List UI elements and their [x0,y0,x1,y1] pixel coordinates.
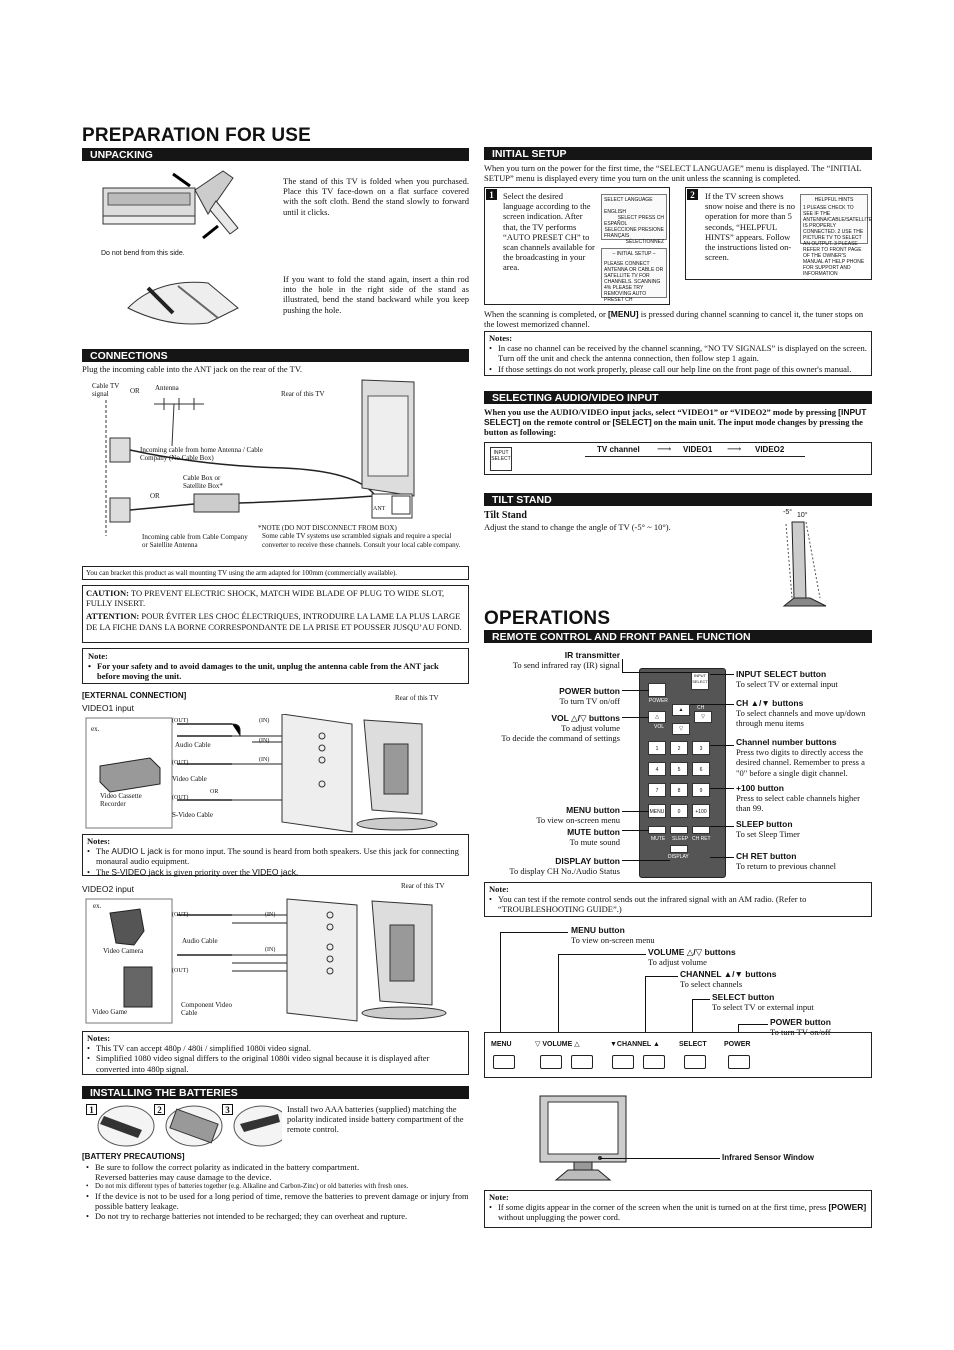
external-note-2: • The S-VIDEO jack is given priority over the VIDEO jack. [87,867,464,877]
unpacking-header: UNPACKING [82,148,469,161]
remote-ch-down-key[interactable]: ▽ [672,723,690,735]
initial-step-2-box [685,187,872,280]
safety-note-bullet: • For your safety and to avoid damages to the unit, unplug the antenna cable from the ANT jack before moving the unit. [88,661,463,681]
power-note-label: Note: [489,1192,509,1202]
cable-note-title: *NOTE (DO NOT DISCONNECT FROM BOX) [258,524,397,532]
remote-input-select-key[interactable]: INPUT SELECT [691,672,709,690]
initial-step-1-text: Select the desired language according to the screen indication. After that, the TV performs “AUTO PRESET CH” to scan channels available for the broadcasting in your area. [503,191,595,273]
fp-channel-desc: CHANNEL ▲/▼ buttons To select channels [680,969,777,990]
fp-volume-desc: VOLUME △/▽ buttons To adjust volume [648,947,736,968]
fold-stand-figure [118,268,248,338]
remote-vol-up-key[interactable]: △ [648,711,666,723]
battery-step-3: 3 [222,1104,233,1115]
remote-display-label: DISPLAY [668,854,689,860]
remote-key-5[interactable]: 5 [670,762,688,776]
unpacking-text-2: If you want to fold the stand again, insert a thin rod into the hole in the right side of the stand as illustrated, bend the stand backward while you keep pushing the hole. [283,274,469,315]
battery-install-text: Install two AAA batteries (supplied) matching the polarity indicated inside battery compartment of the remote control. [287,1104,464,1135]
sleep-button-desc: SLEEP button To set Sleep Timer [736,819,800,840]
tilt-stand-illustration [780,518,830,610]
remote-ch-up-key[interactable]: ▲ [672,704,690,716]
tilt-figure [780,518,830,610]
cable-tv-signal-label: Cable TV signal [92,382,120,399]
display-button-desc: DISPLAY button To display CH No./Audio Status [509,856,620,877]
remote-plus100-key[interactable]: +100 [692,804,710,818]
in-label-2: (IN) [259,738,270,744]
arrow-right-icon: ⟶ [657,444,672,455]
chret-button-desc: CH RET button To return to previous channel [736,851,836,872]
video-camera-label: Video Camera [103,947,144,955]
menu-button-desc: MENU button To view on-screen menu [536,805,620,826]
av-input-text: When you use the AUDIO/VIDEO input jacks, select “VIDEO1” or “VIDEO2” mode by pressing [INPUT SELECT] on the remote control or [SELECT] on the main unit. The input mode changes by pressing the button as following: [484,407,867,438]
audio-cable-label: Audio Cable [175,741,211,749]
initial-step-2-text: If the TV screen shows snow noise and there is no operation for more than 5 seconds, “HELPFUL HINTS” appears. Follow the instructions listed on-screen. [705,191,795,263]
panel-select-button[interactable] [684,1055,706,1069]
caution-label: CAUTION: [86,588,129,598]
arrow-right-icon-2: ⟶ [727,444,742,455]
vol-buttons-desc: VOL △/▽ buttons To adjust volume To decide the command of settings [501,713,620,744]
rear-tv-label-1: Rear of this TV [281,390,325,398]
tv-front-illustration [538,1094,628,1182]
fp-power-desc: POWER button To turn TV on/off [770,1017,831,1038]
mode-video2: VIDEO2 [755,445,785,454]
battery-precautions-title: [BATTERY PRECAUTIONS] [82,1152,185,1161]
battery-prec-1b: Reversed batteries may cause damage to the device. [95,1172,272,1183]
in-label-1: (IN) [259,718,270,724]
channel-number-buttons-desc: Channel number buttons Press two digits to directly access the desired channel. Remember to press a "0" before a single digit channel. [736,737,865,778]
video2-notes-box [82,1031,469,1075]
remote-vol-label: VOL [654,724,665,730]
remote-key-3[interactable]: 3 [692,741,710,755]
front-panel [484,1032,872,1078]
out-label-1: (OUT) [172,718,189,724]
camera-game-connection-illustration [82,895,469,1027]
remote-chret-label: CH RET [692,836,711,842]
connections-intro: Plug the incoming cable into the ANT jack on the rear of the TV. [82,364,303,374]
bracket-note: You can bracket this product as wall mounting TV using the arm adapted for 100mm (commercially available). [82,566,469,580]
remote-key-8[interactable]: 8 [670,783,688,797]
video1-diagram [82,714,469,834]
video2-note-2: • Simplified 1080 video signal differs to the original 1080i video signal because it is displayed after converted into 480p signal. [87,1053,464,1073]
tilt-stand-title: Tilt Stand [484,510,527,521]
battery-install-illustration [86,1102,282,1148]
tilt-neg-label: -5° [783,509,793,516]
initial-setup-intro: When you turn on the power for the first time, the “SELECT LANGUAGE” menu is displayed. The “INITIAL SETUP” menu is displayed every time you turn on the unit unless the scanning is completed. [484,163,862,184]
video2-notes-label: Notes: [87,1033,111,1043]
mode-video1: VIDEO1 [683,445,713,454]
remote-mute-label: MUTE [651,836,666,842]
remote-note-label: Note: [489,884,509,894]
initial-setup-header: INITIAL SETUP [484,147,872,160]
battery-prec-1: Be sure to follow the correct polarity as indicated in the battery compartment. [95,1162,360,1172]
remote-key-7[interactable]: 7 [648,783,666,797]
power-button-desc: POWER button To turn TV on/off [559,686,620,707]
vcr-connection-illustration [82,714,469,834]
remote-display-key[interactable] [670,845,688,853]
battery-prec-3: • If the device is not to be used for a long period of time, remove the batteries to prevent damage or injury from possible battery leakage. [86,1191,469,1211]
remote-chret-key[interactable] [692,826,710,834]
or-label-3: OR [210,789,219,795]
attention-label: ATTENTION: [86,611,140,622]
initial-note-2: • If those settings do not work properly, please call our help line on the front page of this owner's manual. [489,364,867,374]
panel-volume-down-button[interactable] [540,1055,562,1069]
panel-menu-label: MENU [491,1041,512,1048]
battery-precautions-list [86,1162,469,1221]
remote-mute-key[interactable] [648,826,666,834]
attention-text: POUR ÉVITER LES CHOC ÉLECTRIQUES, INTRODUIRE LA LAME LA PLUS LARGE DE LA FICHE DANS LA BORNE CORRESPONDANTE DE LA PRISE ET POUSSER JUSQU’AU FOND. [86,611,462,632]
power-note-box [484,1190,872,1228]
panel-channel-down-button[interactable] [612,1055,634,1069]
rear-tv-label-2: Rear of this TV [395,694,439,702]
tv-facedown-illustration [98,166,248,258]
remote-key-1[interactable]: 1 [648,741,666,755]
panel-volume-label: ▽ VOLUME △ [535,1041,580,1048]
unpacking-figure [98,166,248,258]
ch-buttons-desc: CH ▲/▼ buttons To select channels and move up/down through menu items [736,698,866,729]
unpacking-text-1: The stand of this TV is folded when you purchased. Place this TV face-down on a flat surface covered with the soft cloth. Bend the stand slowly to forward until it clicks. [283,176,469,217]
page-title: PREPARATION FOR USE [82,125,311,146]
rear-tv-label-3: Rear of this TV [401,882,445,890]
remote-key-6[interactable]: 6 [692,762,710,776]
component-cable-label: Component Video Cable [181,1001,232,1018]
video-game-label: Video Game [92,1008,128,1016]
plus100-button-desc: +100 button Press to select cable channels higher than 99. [736,783,860,814]
remote-control-header: REMOTE CONTROL AND FRONT PANEL FUNCTION [484,630,872,643]
panel-channel-up-button[interactable] [643,1055,665,1069]
remote-power-label: POWER [649,698,668,704]
or-label-2: OR [150,492,160,500]
video2-label: VIDEO2 input [82,884,134,894]
or-label-1: OR [130,387,140,395]
in-label-4: (IN) [265,912,276,918]
out-label-4: (OUT) [172,912,189,918]
battery-steps-figure [86,1102,282,1148]
safety-note-box [82,648,469,684]
ant-label: ANT [373,506,386,512]
out-label-2: (OUT) [172,760,189,766]
ir-transmitter-desc: IR transmitter To send infrared ray (IR) signal [512,650,620,671]
tilt-pos-label: 10° [797,512,808,519]
initial-note-1: • In case no channel can be received by the channel scanning, “NO TV SIGNALS” is displayed on the screen. Turn off the unit and check the antenna connection, then follow step 1 again. [489,343,867,363]
fp-select-desc: SELECT button To select TV or external input [712,992,814,1013]
input-select-button[interactable]: INPUT SELECT [490,447,512,471]
cable-note-text: Some cable TV systems use scrambled signals and require a special converter to receive these channels. Consult your local cable company. [262,532,461,549]
input-cycle-box [484,442,872,475]
remote-note-text: • You can test if the remote control sends out the infrared signal with an AM radio. (Refer to “TROUBLESHOOTING GUIDE”.) [489,894,867,914]
battery-step-1: 1 [86,1104,97,1115]
initial-step-1-box [484,187,670,305]
video2-note-1: • This TV can accept 480p / 480i / simplified 1080i video signal. [87,1043,464,1053]
operations-title: OPERATIONS [484,608,611,629]
panel-select-label: SELECT [679,1041,707,1048]
initial-setup-screen: – INITIAL SETUP – PLEASE CONNECT ANTENNA OR CABLE OR SATELLITE TV FOR CHANNELS. SCANNING 4% PLEASE TRY REMOVING AUTO PRESET CH [601,248,667,298]
power-note-text: • If some digits appear in the corner of the screen when the unit is turned on at the first time, press [POWER] without unplugging the power cord. [489,1202,867,1222]
remote-key-0[interactable]: 0 [670,804,688,818]
out-label-3: (OUT) [172,795,189,801]
antenna-label: Antenna [155,384,179,392]
cable-box-label: Cable Box or Satellite Box* [183,474,223,491]
batteries-header: INSTALLING THE BATTERIES [82,1086,469,1099]
remote-menu-key[interactable]: MENU [648,804,666,818]
incoming-cable-1-label: Incoming cable from home Antenna / Cable Company (No Cable Box) [140,446,263,463]
panel-volume-up-button[interactable] [571,1055,593,1069]
video2-diagram [82,895,469,1027]
remote-key-4[interactable]: 4 [648,762,666,776]
vcr-label: Video Cassette Recorder [100,792,142,809]
tilt-stand-text: Adjust the stand to change the angle of TV (-5° ~ 10°). [484,522,671,532]
video1-label: VIDEO1 input [82,703,134,713]
fold-stand-illustration [118,268,248,338]
unpacking-figure-label: Do not bend from this side. [101,250,185,257]
svideo-cable-label: S-Video Cable [172,811,213,819]
remote-key-2[interactable]: 2 [670,741,688,755]
initial-notes-box [484,331,872,376]
ex-label-2: ex. [93,902,102,910]
tv-front-figure [538,1094,628,1182]
panel-power-button[interactable] [728,1055,750,1069]
in-label-3: (IN) [259,757,270,763]
safety-note-label: Note: [88,651,108,661]
panel-channel-label: ▼CHANNEL ▲ [610,1041,660,1048]
external-notes-label: Notes: [87,836,111,846]
initial-step-2-number: 2 [687,189,698,200]
video-cable-label: Video Cable [172,775,207,783]
fp-menu-desc: MENU button To view on-screen menu [571,925,655,946]
mute-button-desc: MUTE button To mute sound [567,827,620,848]
connections-header: CONNECTIONS [82,349,469,362]
panel-menu-button[interactable] [493,1055,515,1069]
remote-note-box [484,882,872,917]
external-connection-title: [EXTERNAL CONNECTION] [82,691,187,700]
external-note-1: • The AUDIO L jack is for mono input. The sound is heard from both speakers. Use this jack for connecting monaural audio equipment. [87,846,464,866]
select-language-screen: SELECT LANGUAGE ENGLISH SELECT PRESS CH ESPAÑOL SELECCIONE PRESIONE FRANÇAIS SÉLECTIONNEZ [601,194,667,240]
initial-notes-label: Notes: [489,333,513,343]
infrared-sensor-label: Infrared Sensor Window [722,1153,814,1162]
in-label-5: (IN) [265,947,276,953]
external-notes-box [82,834,469,876]
remote-ch-label: CH [697,705,705,711]
initial-step-1-number: 1 [486,189,497,200]
cable-note [258,524,469,549]
incoming-cable-2-label: Incoming cable from Cable Company or Satellite Antenna [142,533,248,550]
av-input-header: SELECTING AUDIO/VIDEO INPUT [484,391,872,404]
scan-complete-text: When the scanning is completed, or [MENU] is pressed during channel scanning to cancel it, the tuner stops on the lowest memorized channel. [484,309,864,330]
mode-tv-channel: TV channel [597,445,640,454]
battery-prec-4: • Do not try to recharge batteries not intended to be recharged; they can overheat and rupture. [86,1211,469,1221]
remote-sleep-key[interactable] [670,826,688,834]
helpful-hints-screen: HELPFUL HINTS 1 PLEASE CHECK TO SEE IF THE ANTENNA/CABLE/SATELLITE IS PROPERLY CONNECTED. 2 USE THE PICTURE TV TO SELECT AN OUTPUT. 3 PLEASE REFER TO FRONT PAGE OF THE OWNER'S MANUAL AT HELP PHONE FOR SUPPORT AND INFORMATION [800,194,868,244]
battery-step-2: 2 [154,1104,165,1115]
remote-sleep-label: SLEEP [672,836,689,842]
ex-label-1: ex. [91,725,100,733]
battery-prec-2: • Do not mix different types of batteries together (e.g. Alkaline and Carbon-Zinc) or old batteries with fresh ones. [86,1182,469,1190]
remote-key-9[interactable]: 9 [692,783,710,797]
tilt-stand-header: TILT STAND [484,493,872,506]
audio-cable-label-2: Audio Cable [182,937,218,945]
remote-power-key[interactable] [648,683,666,697]
input-select-button-desc: INPUT SELECT button To select TV or external input [736,669,838,690]
caution-text: TO PREVENT ELECTRIC SHOCK, MATCH WIDE BLADE OF PLUG TO WIDE SLOT, FULLY INSERT. [86,588,445,609]
remote-vol-down-key[interactable]: ▽ [694,711,712,723]
caution-box [82,585,469,643]
panel-power-label: POWER [724,1041,751,1048]
out-label-5: (OUT) [172,968,189,974]
